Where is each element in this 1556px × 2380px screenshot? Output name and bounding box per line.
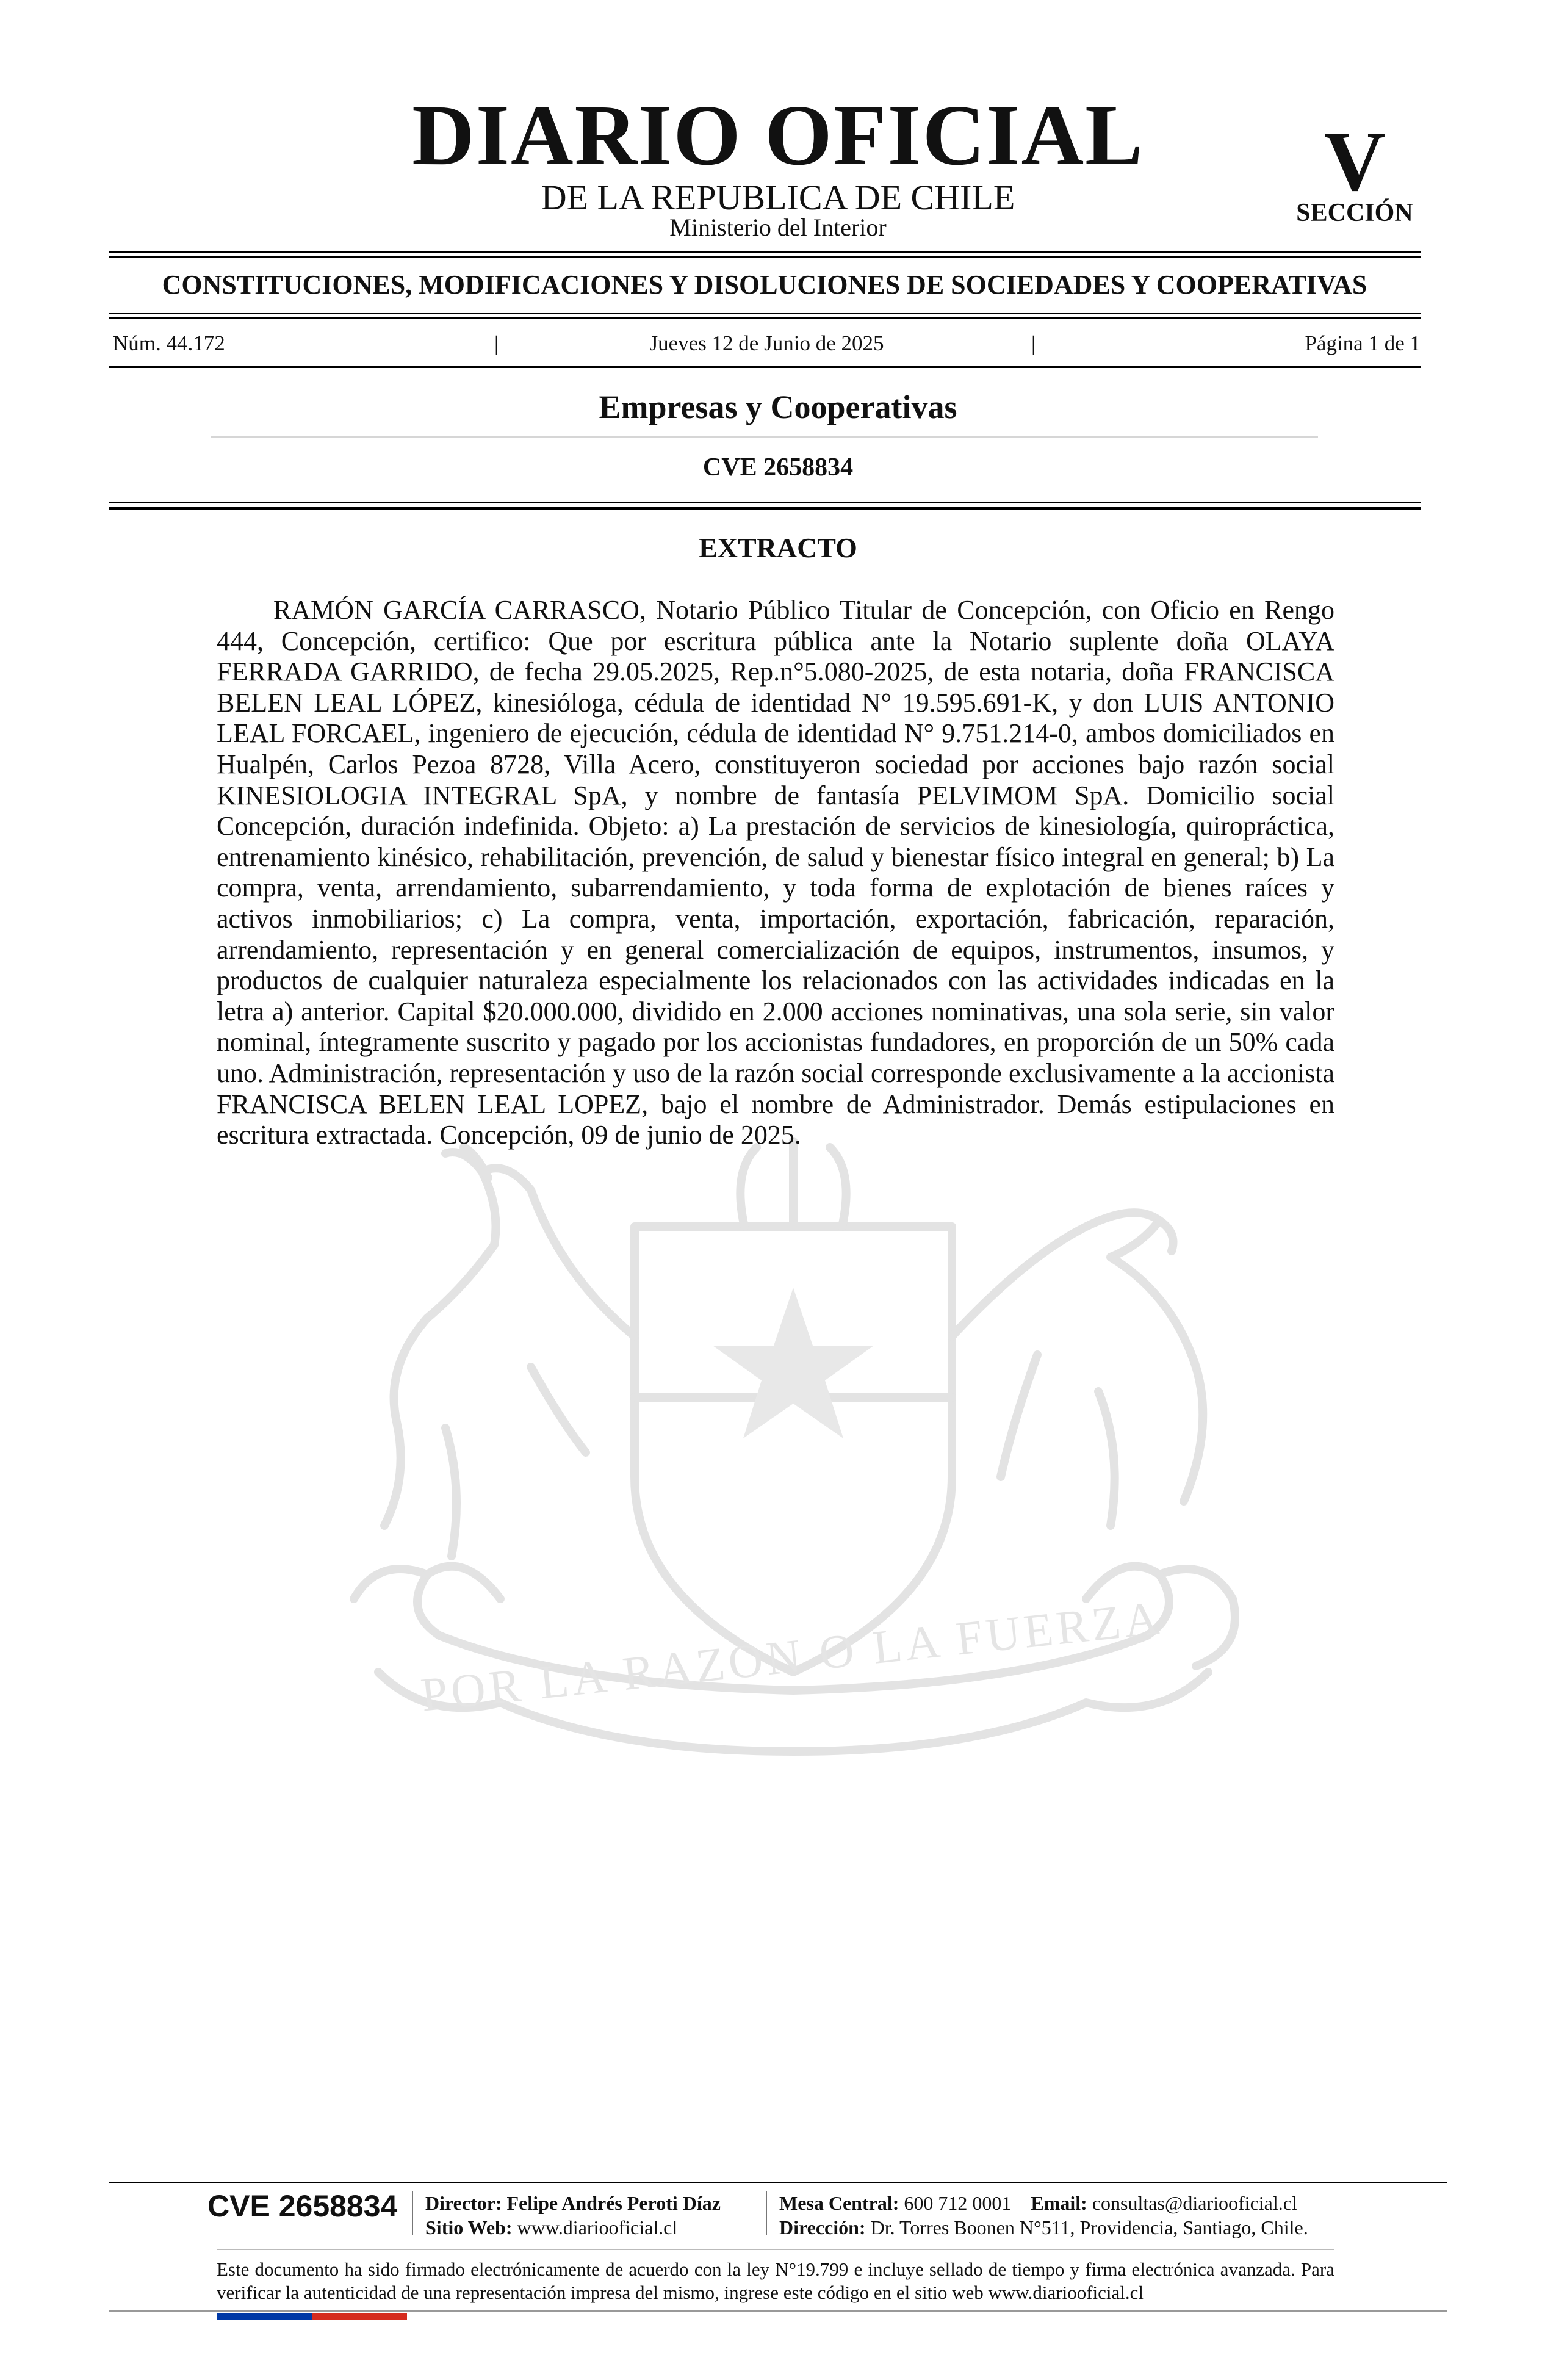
footer-cve-code: CVE 2658834 (207, 2189, 398, 2223)
meta-rule (109, 366, 1421, 368)
content-rule-thick (109, 507, 1421, 510)
meta-separator: | (1031, 331, 1036, 355)
address-label: Dirección: (779, 2216, 866, 2238)
address-text: Dr. Torres Boonen N°511, Providencia, Santiago, Chile. (870, 2216, 1308, 2238)
coat-of-arms-watermark (244, 1135, 1342, 1849)
email-label: Email: (1031, 2192, 1087, 2214)
document-title: EXTRACTO (699, 532, 857, 563)
issue-date: Jueves 12 de Junio de 2025 (649, 331, 884, 355)
footer-contact-block (779, 2191, 1308, 2240)
footer-director-block (425, 2191, 721, 2240)
footer-separator (766, 2191, 767, 2235)
issue-number: Núm. 44.172 (113, 331, 225, 355)
header-rule-top-thin (109, 256, 1421, 258)
content-rule-thin (109, 502, 1421, 503)
website-label: Sitio Web: (425, 2216, 513, 2238)
masthead-subtitle: DE LA REPUBLICA DE CHILE (541, 178, 1015, 217)
signature-note: Este documento ha sido firmado electrónicamente de acuerdo con la ley N°19.799 e incluye sellado de tiempo y firma electrónica avanzada. Para verificar la autenticidad de una representación impresa del mismo, ingrese este código en el sitio web www.diariooficial.cl (217, 2259, 1334, 2303)
category-divider (211, 436, 1318, 438)
header-rule-top (109, 251, 1421, 253)
masthead-title: DIARIO OFICIAL (412, 87, 1144, 183)
banner-rule (109, 317, 1421, 319)
meta-separator: | (494, 331, 499, 355)
motto-text: POR LA RAZON O LA FUERZA (418, 1590, 1165, 1722)
footer-bottom-rule (109, 2310, 1447, 2312)
phone-number: 600 712 0001 (904, 2192, 1012, 2214)
phone-label: Mesa Central: (779, 2192, 899, 2214)
website-link[interactable]: www.diariooficial.cl (517, 2216, 678, 2238)
section-letter: V (1324, 114, 1386, 209)
director-label: Director: (425, 2192, 502, 2214)
banner-rule-thin (109, 313, 1421, 314)
footer-note-divider (217, 2249, 1334, 2250)
footer-rule (109, 2182, 1447, 2183)
page-indicator: Página 1 de 1 (1305, 331, 1421, 355)
flag-stripe-blue (217, 2313, 312, 2320)
director-name: Felipe Andrés Peroti Díaz (506, 2192, 721, 2214)
document-body: RAMÓN GARCÍA CARRASCO, Notario Público Titular de Concepción, con Oficio en Rengo 444, Concepción, certifico: Que por escritura pública ante la Notario suplente doña OLAYA FERRADA GARRIDO, de fecha 29.05.2025, Rep.n°5.080-2025, de esta notaria, doña FRANCISCA BELEN LEAL LÓPEZ, kinesióloga, cédula de identidad N° 19.595.691-K, y don LUIS ANTONIO LEAL FORCAEL, ingeniero de ejecución, cédula de identidad N° 9.751.214-0, ambos domiciliados en Hualpén, Carlos Pezoa 8728, Villa Acero, constituyeron sociedad por acciones bajo razón social KINESIOLOGIA INTEGRAL SpA, y nombre de fantasía PELVIMOM SpA. Domicilio social Concepción, duración indefinida. Objeto: a) La prestación de servicios de kinesiología, quiropráctica, entrenamiento kinésico, rehabilitación, prevención, de salud y bienestar físico integral en general; b) La compra, venta, arrendamiento, subarrendamiento, y toda forma de explotación de bienes raíces y activos inmobiliarios; c) La compra, venta, importación, exportación, fabricación, reparación, arrendamiento, representación y en general comercialización de equipos, instrumentos, insumos, y productos de cualquier naturaleza especialmente los relacionados con las actividades indicadas en la letra a) anterior. Capital $20.000.000, dividido en 2.000 acciones nominativas, una sola serie, sin valor nominal, íntegramente suscrito y pagado por los accionistas fundadores, en proporción de un 50% cada uno. Administración, representación y uso de la razón social corresponde exclusivamente a la accionista FRANCISCA BELEN LEAL LOPEZ, bajo el nombre de Administrador. Demás estipulaciones en escritura extractada. Concepción, 09 de junio de 2025. (217, 595, 1334, 1150)
section-label: SECCIÓN (1296, 199, 1413, 227)
cve-code: CVE 2658834 (702, 453, 854, 481)
ministry-label: Ministerio del Interior (669, 214, 887, 241)
section-banner: CONSTITUCIONES, MODIFICACIONES Y DISOLUCIONES DE SOCIEDADES Y COOPERATIVAS (162, 270, 1367, 300)
footer-separator (412, 2191, 413, 2235)
category-heading: Empresas y Cooperativas (599, 389, 957, 425)
email-link[interactable]: consultas@diariooficial.cl (1092, 2192, 1297, 2214)
flag-stripe-red (312, 2313, 407, 2320)
